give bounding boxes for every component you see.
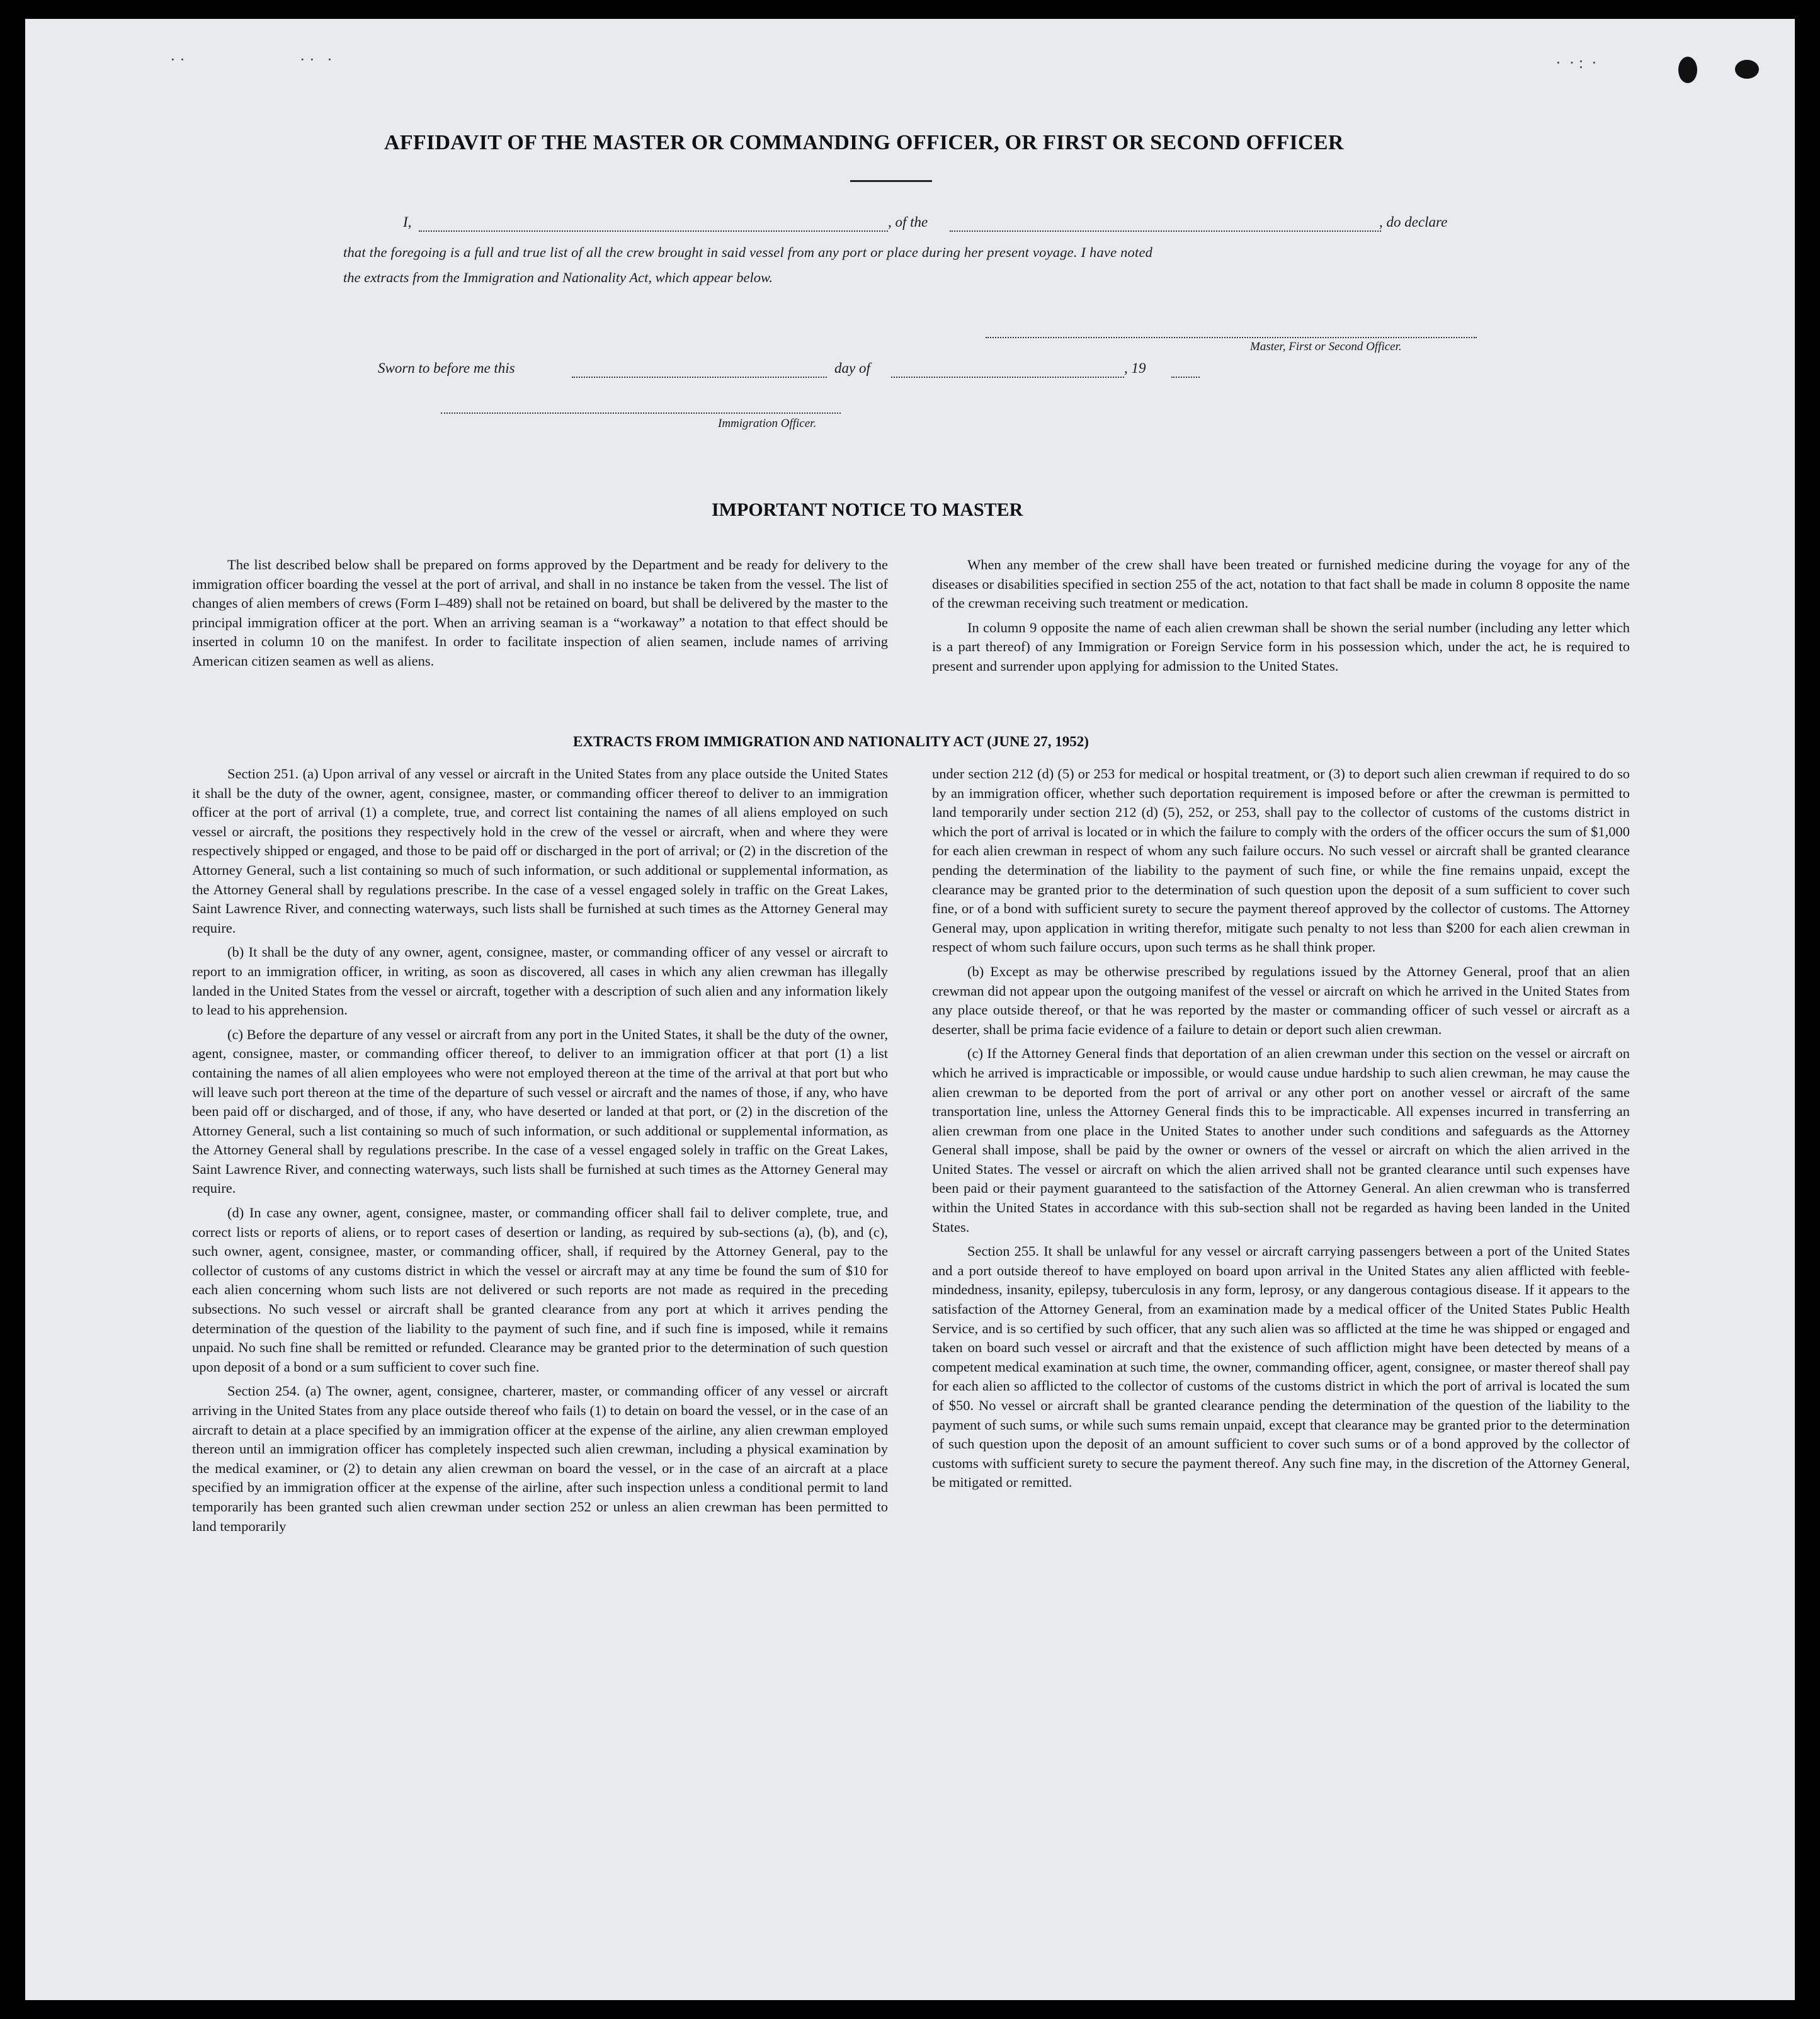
vessel-field[interactable] [950, 230, 1381, 232]
section-254-a: Section 254. (a) The owner, agent, consignee, charterer, master, or commanding officer of any vessel or aircraft arriving in the United States from any place outside thereof who fails (1) to detain on board the vessel, or in the case of an aircraft to detain at a place specified by an immigration officer at the expense of the airline, any alien crewman employed thereon until an immigration officer has completely inspected such alien crewman, including a physical examination by the medical examiner, or (2) to detain any alien crewman on board the vessel, or in the case of an aircraft at a place specified by an immigration officer at the expense of the airline, after such inspection unless a conditional permit to land temporarily has been granted such alien crewman under section 252 or unless an alien crewman has been permitted to land temporarily [192, 1383, 888, 1534]
punch-hole-1 [1678, 57, 1697, 83]
affidavit-of-the: , of the [888, 214, 928, 230]
title-rule [850, 180, 932, 182]
notice-left-column [192, 555, 888, 671]
extracts-right-column [932, 765, 1630, 1493]
notice-left-paragraph: The list described below shall be prepared on forms approved by the Department and be ready for delivery to the immigration officer boarding the vessel at the port of arrival, and shall in no instance be taken from the vessel. The list of changes of alien members of crews (Form I–489) shall not be retained on board, but shall be delivered by the master to the principal immigration officer at the port. When an arriving seaman is a “workaway” a notation to that effect should be inserted in column 10 on the manifest. In order to facilitate inspection of alien seamen, include names of arriving American citizen seamen as well as aliens. [192, 557, 888, 669]
section-255: Section 255. It shall be unlawful for any vessel or aircraft carrying passengers between a port of the United States and a port outside thereof to have employed on board upon arrival in the United States any alien afflicted with feeble-mindedness, insanity, epilepsy, tuberculosis in any form, leprosy, or any dangerous contagious disease. If it appears to the satisfaction of the Attorney General, from an examination made by a medical officer of the United States Public Health Service, and is so certified by such officer, that any such alien was so afflicted at the time he was shipped or engaged and taken on board such vessel or aircraft and that the existence of such affliction might have been detected by means of a competent medical examination at such time, the owner, commanding officer, agent, consignee, or master thereof shall pay for each alien so afflicted to the collector of customs of the customs district in which the port of arrival is located the sum of $50. No vessel or aircraft shall be granted clearance pending the determination of the question of the liability to the payment of such sums, or while such sums remain unpaid, except that clearance may be granted prior to the determination of such question upon the deposit of an amount sufficient to cover such sums or of a bond approved by the collector of customs with sufficient surety to secure the payment thereof. Any such fine may, in the discretion of the Attorney General, be mitigated or remitted. [932, 1243, 1630, 1491]
extracts-title: EXTRACTS FROM IMMIGRATION AND NATIONALITY ACT (JUNE 27, 1952) [573, 734, 1089, 749]
extracts-left-column [192, 765, 888, 1536]
officer-signature-caption: Immigration Officer. [718, 417, 817, 430]
section-254-b: (b) Except as may be otherwise prescribed by regulations issued by the Attorney General, proof that an alien crewman did not appear upon the outgoing manifest of the vessel or aircraft on which he arrived in the United States from any place outside thereof, or that he was reported by the master or commanding officer of such vessel or aircraft as a deserter, shall be prima facie evidence of a failure to detain or deport such alien crewman. [932, 963, 1630, 1037]
sworn-label: Sworn to before me this [378, 360, 515, 376]
notice-title: IMPORTANT NOTICE TO MASTER [712, 499, 1023, 520]
affidavit-i: I, [403, 214, 412, 230]
month-field[interactable] [891, 377, 1124, 378]
master-signature-caption: Master, First or Second Officer. [1250, 340, 1402, 353]
year-label: , 19 [1124, 360, 1146, 376]
affidavit-title: AFFIDAVIT OF THE MASTER OR COMMANDING OFFICER, OR FIRST OR SECOND OFFICER [384, 131, 1344, 154]
notice-right-column [932, 555, 1630, 676]
document-page [25, 19, 1795, 2000]
affidavit-line-3: the extracts from the Immigration and Nationality Act, which appear below. [343, 270, 773, 285]
section-251-b: (b) It shall be the duty of any owner, agent, consignee, master, or commanding officer of any vessel or aircraft to report to an immigration officer, in writing, as soon as discovered, all cases in which any alien crewman has illegally landed in the United States from the vessel or aircraft, together with a description of such alien and any information likely to lead to his apprehension. [192, 944, 888, 1018]
section-251-a: Section 251. (a) Upon arrival of any vessel or aircraft in the United States from any place outside the United States it shall be the duty of the owner, agent, consignee, master, or commanding officer thereof to deliver to an immigration officer at the port of arrival (1) a complete, true, and correct list containing the names of all aliens employed on such vessel or aircraft, the positions they respectively hold in the crew of the vessel or aircraft, when and where they were respectively shipped or engaged, and those to be paid off or discharged in the port of arrival; or (2) in the discretion of the Attorney General, such a list containing so much of such information, or such additional or supplemental information, as the Attorney General shall by regulations prescribe. In the case of a vessel engaged solely in traffic on the Great Lakes, Saint Lawrence River, and connecting waterways, such lists shall be furnished at such times as the Attorney General may require. [192, 766, 888, 936]
year-field[interactable] [1171, 377, 1200, 378]
scan-marks-top-right: · · : · [1556, 54, 1597, 72]
day-of-label: day of [834, 360, 870, 376]
officer-signature-line[interactable] [441, 412, 841, 414]
section-254-a-continued: under section 212 (d) (5) or 253 for medical or hospital treatment, or (3) to deport such alien crewman if required to do so by an immigration officer, whether such deportation requirement is imposed before or after the crewman is permitted to land temporarily under section 212 (d) (5), 252, or 253, shall pay to the collector of customs of the customs district in which the port of arrival is located or in which the failure to comply with the orders of the officer occurs the sum of $1,000 for each alien crewman in respect of whom any such failure occurs. No such vessel or aircraft shall be granted clearance pending the determination of the liability to the payment of such fine, or while the fine remains unpaid, except the clearance may be granted prior to the determination of such question upon the deposit of a sum sufficient to cover such fine, or of a bond with sufficient surety to secure the payment thereof approved by the collector of customs. The Attorney General may, upon application in writing therefor, mitigate such penalty to not less than $200 for each alien crewman in respect of whom such failure occurs, upon such terms as he shall think proper. [932, 766, 1630, 955]
affidavit-line-2: that the foregoing is a full and true list of all the crew brought in said vessel from any port or place during her present voyage. I have noted [343, 244, 1153, 260]
master-signature-line[interactable] [986, 337, 1477, 338]
name-field[interactable] [419, 230, 888, 232]
section-251-c: (c) Before the departure of any vessel or aircraft from any port in the United States, it shall be the duty of the owner, agent, consignee, master, or commanding officer thereof, to deliver to an immigration officer at that port (1) a list containing the names of all alien employees who were not employed thereon at the time of the arrival at that port but who will leave such port thereon at the time of the departure of such vessel or aircraft and the names of those, if any, who have been paid off or discharged, and of those, if any, who have deserted or landed at that port, or (2) in the discretion of the Attorney General, such a list containing so much of such information, or such additional or supplemental information, as the Attorney General shall by regulations prescribe. In the case of a vessel engaged solely in traffic on the Great Lakes, Saint Lawrence River, and connecting waterways, such lists shall be furnished at such times as the Attorney General may require. [192, 1026, 888, 1197]
notice-right-paragraph-2: In column 9 opposite the name of each alien crewman shall be shown the serial number (including any letter which is a part thereof) of any Immigration or Foreign Service form in his possession which, under the act, he is required to present and surrender upon applying for admission to the United States. [932, 619, 1630, 674]
punch-hole-2 [1735, 60, 1759, 79]
section-254-c: (c) If the Attorney General finds that deportation of an alien crewman under this section on the vessel or aircraft on which he arrived is impracticable or impossible, or would cause undue hardship to such alien crewman, he may cause the alien crewman to be deported from the port of arrival or any other port on another vessel or aircraft of the same transportation line, unless the Attorney General finds this to be impracticable. All expenses incurred in transferring an alien crewman from one place in the United States to another under such conditions and safeguards as the Attorney General shall impose, shall be paid by the owner or owners of the vessel or aircraft on which the alien arrived in the United States. The vessel or aircraft on which the alien arrived shall not be granted clearance until such expenses have been paid or their payment guaranteed to the satisfaction of the Attorney General. An alien crewman who is transferred within the United States in accordance with this sub-section shall not be regarded as having been landed in the United States. [932, 1045, 1630, 1235]
scan-marks-top-left: · · · · · [170, 50, 333, 69]
section-251-d: (d) In case any owner, agent, consignee, master, or commanding officer shall fail to deliver complete, true, and correct lists or reports of aliens, or to report cases of desertion or landing, as required by sub-sections (a), (b), and (c), such owner, agent, consignee, master, or commanding officer, shall, if required by the Attorney General, pay to the collector of customs of any customs district in which the vessel or aircraft may at any time be found the sum of $10 for each alien concerning whom such lists are not delivered or such reports are not made as required in the preceding subsections. No such vessel or aircraft shall be granted clearance from any port at which it arrives pending the determination of the question of the liability to the payment of such fine, and if such fine is imposed, while it remains unpaid. No such fine shall be remitted or refunded. Clearance may be granted prior to the determination of such question upon deposit of a bond or a sum sufficient to cover such fine. [192, 1205, 888, 1375]
affidavit-do-declare: , do declare [1379, 214, 1448, 230]
notice-right-paragraph-1: When any member of the crew shall have been treated or furnished medicine during the voyage for any of the diseases or disabilities specified in section 255 of the act, notation to that fact shall be made in column 8 opposite the name of the crewman receiving such treatment or medication. [932, 557, 1630, 611]
sworn-day-field[interactable] [572, 377, 827, 378]
